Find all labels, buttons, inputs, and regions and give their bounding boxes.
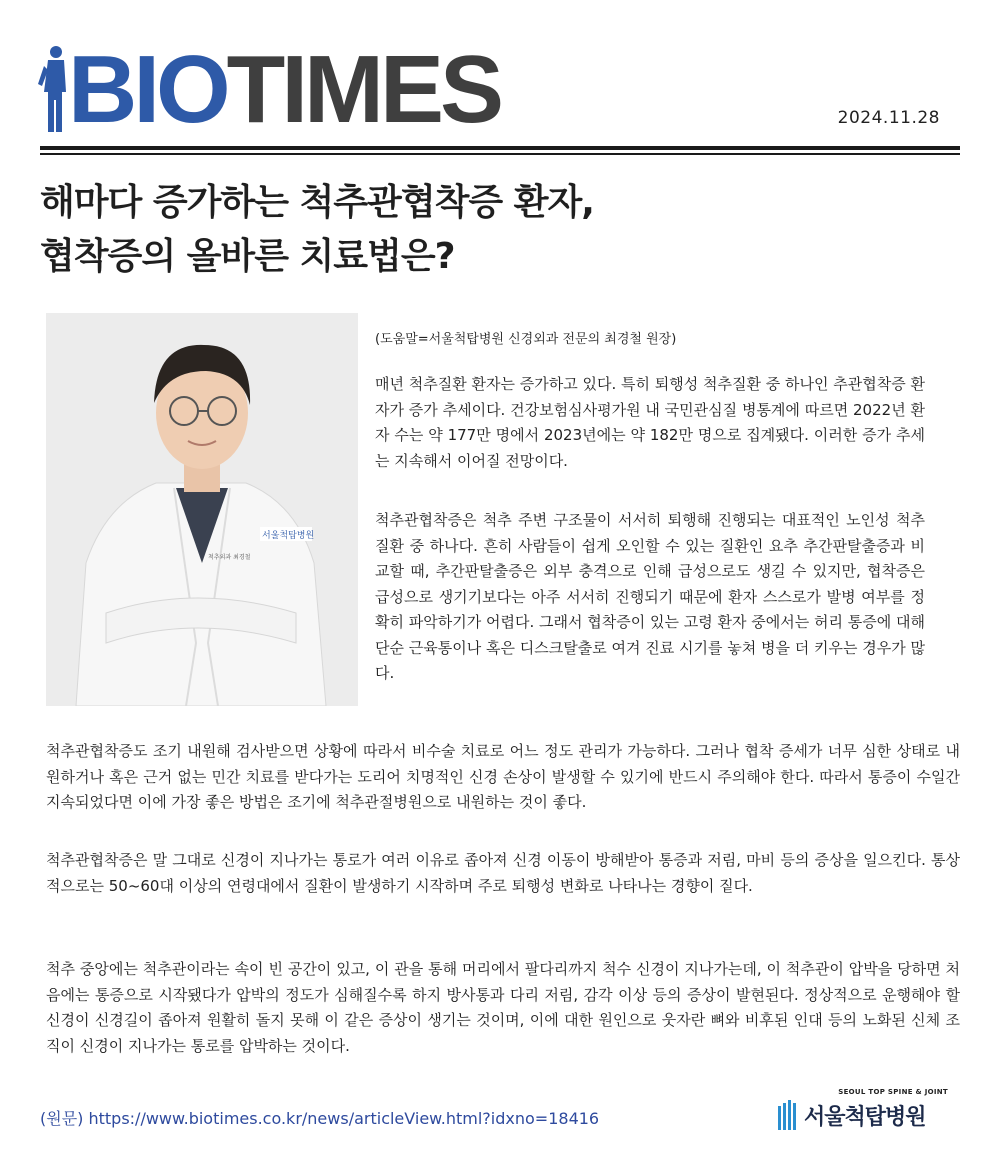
hospital-name: 서울척탑병원 — [804, 1105, 926, 1130]
headline-line-1: 해마다 증가하는 척추관협착증 환자, — [40, 182, 594, 223]
headline-line-2: 협착증의 올바른 치료법은? — [40, 236, 455, 277]
doctor-photo — [46, 313, 358, 706]
hospital-bars-icon — [778, 1100, 800, 1130]
logo-times: TIMES — [226, 36, 501, 143]
logo-figure-icon — [38, 44, 72, 134]
doctor-illustration — [46, 313, 358, 706]
hospital-logo — [778, 1088, 948, 1134]
logo-bio: BIO — [68, 36, 227, 143]
paragraph-2: 척추관협착증은 척추 주변 구조물이 서서히 퇴행해 진행되는 대표적인 노인성 척추질환 중 하나다. 흔히 사람들이 쉽게 오인할 수 있는 질환인 요추 추간판탈출증과 비교할 때, 추간판탈출증은 외부 충격으로 인해 급성으로도 생길 수 있지만, 협착증은 급성으로 생기기보다는 아주 서서히 진행되기 때문에 환자 스스로가 발병 여부를 정확히 파악하기가 어렵다. 그래서 협착증이 있는 고령 환자 중에서는 허리 통증에 대해 단순 근육통이나 혹은 디스크탈출로 여겨 진료 시기를 놓쳐 병을 더 키우는 경우가 많다. — [375, 511, 925, 682]
biotimes-logo — [38, 36, 501, 143]
article-headline — [40, 176, 940, 284]
paragraph-5: 척추 중앙에는 척추관이라는 속이 빈 공간이 있고, 이 관을 통해 머리에서 팔다리까지 척수 신경이 지나가는데, 이 척추관이 압박을 당하면 처음에는 통증으로 시작됐다가 압박의 정도가 심해질수록 하지 방사통과 다리 저림, 감각 이상 등의 증상이 발현된다. 정상적으로 운행해야 할 신경이 신경길이 좁아져 원활히 돌지 못해 이 같은 증상이 생기는 것이며, 이에 대한 원인으로 웃자란 뼈와 비후된 인대 등의 노화된 신체 조직이 신경이 지나가는 통로를 압박하는 것이다. — [46, 960, 960, 1055]
source-link[interactable]: (원문) https://www.biotimes.co.kr/news/articleView.html?idxno=18416 — [40, 1109, 600, 1128]
logo-wordmark — [68, 36, 501, 143]
header-rule-thick — [40, 146, 960, 150]
publish-date: 2024.11.28 — [837, 108, 940, 128]
name-tag: 척추외과 최경철 — [208, 554, 251, 561]
hospital-subtitle: SEOUL TOP SPINE & JOINT — [838, 1088, 948, 1096]
coat-badge: 서울척탑병원 — [262, 531, 315, 541]
photo-caption: (도움말=서울척탑병원 신경외과 전문의 최경철 원장) — [375, 332, 677, 347]
paragraph-4: 척추관협착증은 말 그대로 신경이 지나가는 통로가 여러 이유로 좁아져 신경 이동이 방해받아 통증과 저림, 마비 등의 증상을 일으킨다. 통상적으로는 50~60대 이상의 연령대에서 질환이 발생하기 시작하며 주로 퇴행성 변화로 나타나는 경향이 짙다. — [46, 851, 960, 895]
paragraph-3: 척추관협착증도 조기 내원해 검사받으면 상황에 따라서 비수술 치료로 어느 정도 관리가 가능하다. 그러나 협착 증세가 너무 심한 상태로 내원하거나 혹은 근거 없는 민간 치료를 받다가는 도리어 치명적인 신경 손상이 발생할 수 있기에 반드시 주의해야 한다. 따라서 통증이 수일간 지속되었다면 이에 가장 좋은 방법은 조기에 척추관절병원으로 내원하는 것이 좋다. — [46, 742, 960, 811]
paragraph-1: 매년 척추질환 환자는 증가하고 있다. 특히 퇴행성 척추질환 중 하나인 추관협착증 환자가 증가 추세이다. 건강보험심사평가원 내 국민관심질 병통계에 따르면 2022년 환자 수는 약 177만 명에서 2023년에는 약 182만 명으로 집계됐다. 이러한 증가 추세는 지속해서 이어질 전망이다. — [375, 375, 925, 470]
header-rule-thin — [40, 153, 960, 155]
